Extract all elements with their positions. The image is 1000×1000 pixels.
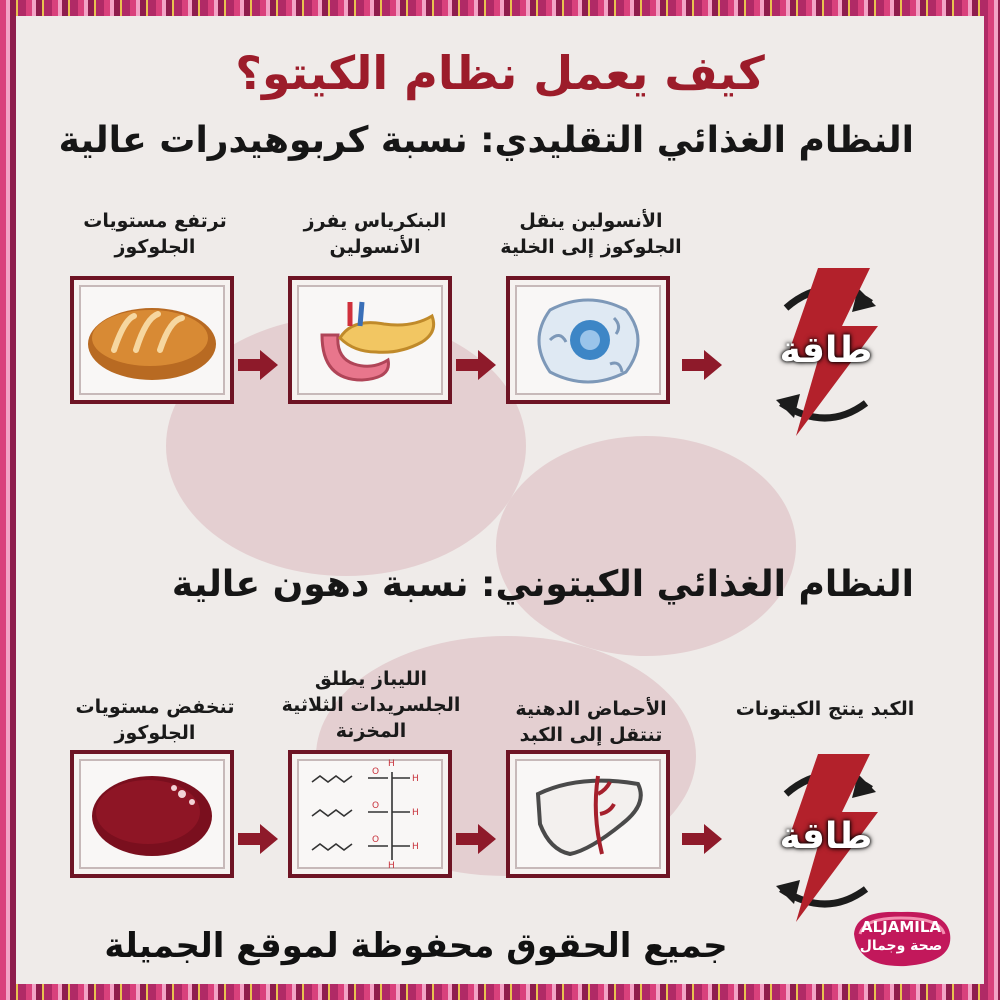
svg-text:H: H — [388, 759, 395, 769]
triglyceride-icon — [292, 754, 448, 874]
cell-icon — [510, 280, 666, 400]
svg-text:O: O — [372, 835, 380, 845]
infographic-panel — [16, 16, 984, 984]
energy-icon-group — [746, 754, 906, 924]
section-heading-keto: النظام الغذائي الكيتوني: نسبة دهون عالية — [171, 564, 914, 605]
energy-icon-group — [746, 268, 906, 438]
flow-arrow — [456, 350, 496, 380]
logo-name: ALJAMILA — [860, 918, 942, 936]
copyright-footer: جميع الحقوق محفوظة لموقع الجميلة — [104, 926, 728, 966]
step-box-triglycerides — [288, 750, 452, 878]
step-box-glucose-rise — [70, 276, 234, 404]
step-label: ترتفع مستويات الجلوكوز — [83, 210, 227, 258]
step-label: الأنسولين ينقل الجلوكوز إلى الخلية — [500, 210, 682, 258]
step-label: الليباز يطلق الجلسريدات الثلاثية المخزنة — [281, 668, 461, 742]
svg-text:O: O — [372, 801, 380, 811]
step-box-pancreas — [288, 276, 452, 404]
bread-icon — [74, 280, 230, 400]
flow-arrow — [238, 824, 278, 854]
liver-icon — [510, 754, 666, 874]
energy-label: طاقة — [779, 816, 873, 857]
step-label: تنخفض مستويات الجلوكوز — [75, 696, 235, 744]
flow-arrow — [238, 350, 278, 380]
page-title: كيف يعمل نظام الكيتو؟ — [235, 46, 765, 100]
blood-cell-icon — [74, 754, 230, 874]
svg-text:H: H — [388, 861, 395, 871]
flow-arrow — [682, 824, 722, 854]
step-box-glucose-drop — [70, 750, 234, 878]
pancreas-icon — [292, 280, 448, 400]
result-label: الكبد ينتج الكيتونات — [735, 698, 915, 720]
step-label: البنكرياس يفرز الأنسولين — [303, 210, 447, 258]
background-blood-cell — [496, 436, 796, 656]
step-box-cell — [506, 276, 670, 404]
section-heading-traditional: النظام الغذائي التقليدي: نسبة كربوهيدرات عالية — [58, 120, 914, 161]
svg-text:O: O — [372, 767, 380, 777]
step-box-liver — [506, 750, 670, 878]
aljamila-logo[interactable] — [846, 904, 956, 972]
energy-label: طاقة — [779, 330, 873, 371]
svg-text:H: H — [412, 842, 419, 852]
svg-text:H: H — [412, 774, 419, 784]
logo-tagline: صحة وجمال — [859, 938, 943, 954]
flow-arrow — [456, 824, 496, 854]
svg-text:H: H — [412, 808, 419, 818]
flow-arrow — [682, 350, 722, 380]
step-label: الأحماض الدهنية تنتقل إلى الكبد — [515, 698, 667, 746]
